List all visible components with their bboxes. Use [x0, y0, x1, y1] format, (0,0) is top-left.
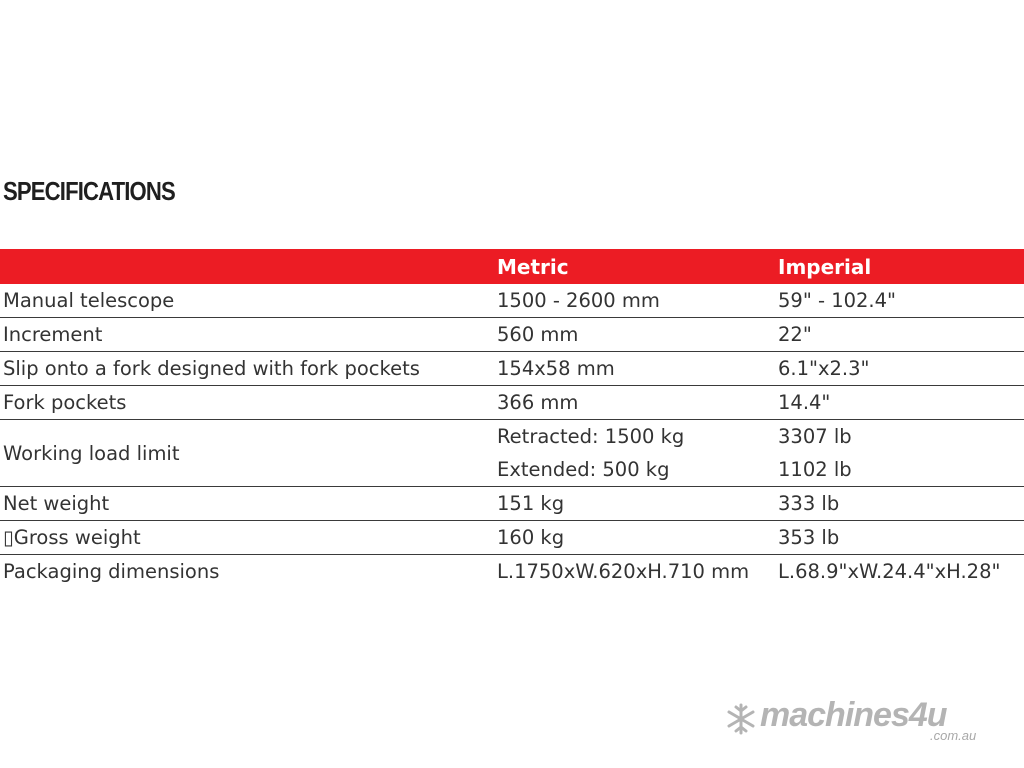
- table-row: [0, 318, 1024, 352]
- row-imperial-value: 3307 lb: [778, 425, 852, 448]
- row-imperial-value: 353 lb: [775, 521, 1024, 555]
- row-imperial-value: 6.1"x2.3": [775, 352, 1024, 386]
- table-header-row: [0, 249, 1024, 284]
- row-label: Fork pockets: [0, 386, 494, 420]
- row-label: ▯Gross weight: [0, 521, 494, 555]
- table-row: [0, 420, 1024, 454]
- header-label-column: [0, 249, 494, 284]
- row-label: Increment: [0, 318, 494, 352]
- row-label: Packaging dimensions: [3, 560, 220, 583]
- table-row: [0, 521, 1024, 555]
- row-metric-value: 154x58 mm: [494, 352, 775, 386]
- specs-table: [0, 249, 1024, 588]
- watermark-brand-text: machines4u: [760, 696, 947, 734]
- row-imperial-value: L.68.9"xW.24.4"xH.28": [778, 560, 1001, 583]
- row-metric-value: 366 mm: [494, 386, 775, 420]
- row-metric-value: Extended: 500 kg: [494, 453, 775, 487]
- row-label: Manual telescope: [0, 284, 494, 318]
- row-metric-value: 160 kg: [494, 521, 775, 555]
- row-label: Net weight: [0, 487, 494, 521]
- row-metric-value: 1500 - 2600 mm: [494, 284, 775, 318]
- table-row: [0, 386, 1024, 420]
- row-imperial-value: 59" - 102.4": [775, 284, 1024, 318]
- row-metric-value: 560 mm: [494, 318, 775, 352]
- snowflake-logo-icon: [724, 702, 758, 736]
- row-imperial-value: 1102 lb: [775, 453, 1024, 487]
- table-row: [0, 487, 1024, 521]
- table-row: [0, 555, 1024, 589]
- row-imperial-value: 22": [775, 318, 1024, 352]
- row-metric-value: 151 kg: [494, 487, 775, 521]
- table-row: [0, 284, 1024, 318]
- watermark-domain-text: .com.au: [930, 728, 977, 743]
- row-label: Working load limit: [0, 420, 494, 487]
- row-metric-value: Retracted: 1500 kg: [497, 425, 685, 448]
- table-row: [0, 352, 1024, 386]
- row-imperial-value: 333 lb: [775, 487, 1024, 521]
- header-imperial-column: Imperial: [778, 254, 872, 279]
- row-metric-value: L.1750xW.620xH.710 mm: [497, 560, 750, 583]
- row-imperial-value: 14.4": [775, 386, 1024, 420]
- row-label: Slip onto a fork designed with fork pockets: [0, 352, 494, 386]
- header-metric-column: Metric: [497, 254, 569, 279]
- section-title: SPECIFICATIONS: [3, 176, 175, 206]
- watermark-logo: [724, 696, 994, 746]
